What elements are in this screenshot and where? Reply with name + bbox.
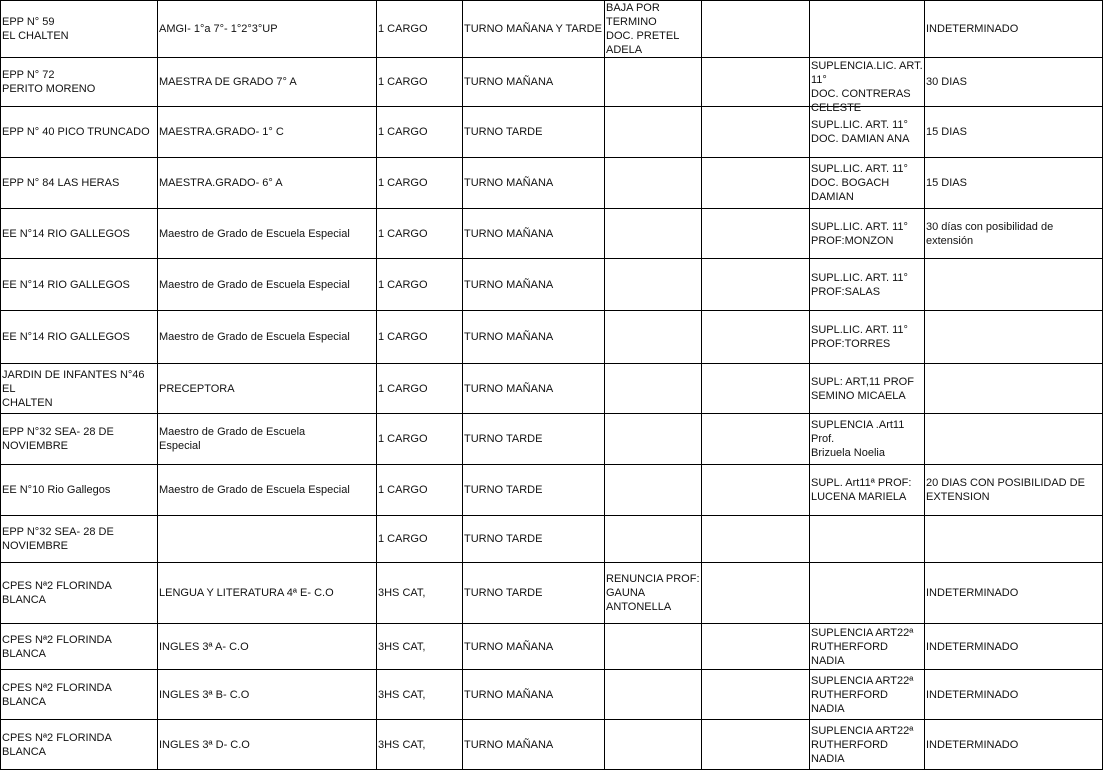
table-row — [1, 670, 1103, 720]
duration-cell — [925, 364, 1103, 414]
table-row — [1, 624, 1103, 670]
shift-cell: TURNO TARDE — [463, 465, 605, 516]
duration-cell: INDETERMINADO — [925, 670, 1103, 720]
quantity-cell: 1 CARGO — [377, 107, 463, 158]
reason-cell — [605, 158, 702, 209]
school-cell: EPP N° 72 PERITO MORENO — [1, 58, 158, 107]
license-cell: SUPL. Art11ª PROF: LUCENA MARIELA — [810, 465, 925, 516]
license-cell — [810, 563, 925, 624]
position-cell — [158, 516, 377, 563]
reason-cell — [605, 624, 702, 670]
duration-cell — [925, 311, 1103, 364]
shift-cell: TURNO MAÑANA — [463, 624, 605, 670]
empty-cell — [702, 158, 810, 209]
reason-cell — [605, 311, 702, 364]
reason-cell: RENUNCIA PROF: GAUNA ANTONELLA — [605, 563, 702, 624]
shift-cell: TURNO TARDE — [463, 563, 605, 624]
quantity-cell: 1 CARGO — [377, 209, 463, 259]
reason-cell — [605, 209, 702, 259]
school-cell: EE N°14 RIO GALLEGOS — [1, 259, 158, 311]
table-row — [1, 465, 1103, 516]
reason-cell — [605, 670, 702, 720]
shift-cell: TURNO MAÑANA — [463, 670, 605, 720]
quantity-cell: 3HS CAT, — [377, 563, 463, 624]
table-row — [1, 414, 1103, 465]
license-cell: SUPL.LIC. ART. 11° PROF:TORRES — [810, 311, 925, 364]
duration-cell: 20 DIAS CON POSIBILIDAD DE EXTENSION — [925, 465, 1103, 516]
position-cell: Maestro de Grado de Escuela Especial — [158, 465, 377, 516]
reason-cell — [605, 516, 702, 563]
quantity-cell: 1 CARGO — [377, 364, 463, 414]
empty-cell — [702, 414, 810, 465]
position-cell: LENGUA Y LITERATURA 4ª E- C.O — [158, 563, 377, 624]
empty-cell — [702, 516, 810, 563]
table-row — [1, 209, 1103, 259]
license-cell: SUPLENCIA ART22ª RUTHERFORD NADIA — [810, 624, 925, 670]
shift-cell: TURNO MAÑANA — [463, 364, 605, 414]
empty-cell — [702, 58, 810, 107]
reason-cell — [605, 364, 702, 414]
school-cell: EE N°14 RIO GALLEGOS — [1, 209, 158, 259]
empty-cell — [702, 563, 810, 624]
table-row — [1, 364, 1103, 414]
table-row — [1, 516, 1103, 563]
quantity-cell: 1 CARGO — [377, 58, 463, 107]
position-cell: Maestro de Grado de Escuela Especial — [158, 209, 377, 259]
shift-cell: TURNO MAÑANA — [463, 158, 605, 209]
position-cell: MAESTRA DE GRADO 7° A — [158, 58, 377, 107]
school-cell: CPES Nª2 FLORINDA BLANCA — [1, 670, 158, 720]
school-cell: EE N°14 RIO GALLEGOS — [1, 311, 158, 364]
license-cell: SUPLENCIA ART22ª RUTHERFORD NADIA — [810, 720, 925, 770]
position-cell: PRECEPTORA — [158, 364, 377, 414]
position-cell: MAESTRA.GRADO- 6° A — [158, 158, 377, 209]
license-cell: SUPL.LIC. ART. 11° DOC. DAMIAN ANA — [810, 107, 925, 158]
position-cell: INGLES 3ª B- C.O — [158, 670, 377, 720]
quantity-cell: 3HS CAT, — [377, 624, 463, 670]
license-cell — [810, 516, 925, 563]
school-cell: CPES Nª2 FLORINDA BLANCA — [1, 624, 158, 670]
duration-cell — [925, 414, 1103, 465]
empty-cell — [702, 624, 810, 670]
license-cell: SUPL.LIC. ART. 11° DOC. BOGACH DAMIAN — [810, 158, 925, 209]
table-row — [1, 311, 1103, 364]
table-row — [1, 259, 1103, 311]
table-row — [1, 107, 1103, 158]
shift-cell: TURNO MAÑANA — [463, 209, 605, 259]
license-cell: SUPLENCIA .Art11 Prof. Brizuela Noelia — [810, 414, 925, 465]
duration-cell: INDETERMINADO — [925, 624, 1103, 670]
duration-cell: 30 DIAS — [925, 58, 1103, 107]
empty-cell — [702, 720, 810, 770]
empty-cell — [702, 364, 810, 414]
position-cell: Maestro de Grado de Escuela Especial — [158, 311, 377, 364]
shift-cell: TURNO MAÑANA — [463, 259, 605, 311]
school-cell: EPP N° 84 LAS HERAS — [1, 158, 158, 209]
duration-cell: INDETERMINADO — [925, 720, 1103, 770]
license-cell — [810, 58, 925, 114]
empty-cell — [702, 209, 810, 259]
position-cell: INGLES 3ª A- C.O — [158, 624, 377, 670]
license-cell: SUPLENCIA ART22ª RUTHERFORD NADIA — [810, 670, 925, 720]
empty-cell — [702, 311, 810, 364]
quantity-cell: 1 CARGO — [377, 1, 463, 58]
shift-cell: TURNO MAÑANA — [463, 311, 605, 364]
school-cell: EE N°10 Rio Gallegos — [1, 465, 158, 516]
shift-cell: TURNO MAÑANA — [463, 58, 605, 107]
quantity-cell: 1 CARGO — [377, 465, 463, 516]
duration-cell: INDETERMINADO — [925, 563, 1103, 624]
shift-cell: TURNO TARDE — [463, 107, 605, 158]
reason-cell — [605, 465, 702, 516]
duration-cell: 30 días con posibilidad de extensión — [925, 209, 1103, 259]
quantity-cell: 3HS CAT, — [377, 670, 463, 720]
position-cell: MAESTRA.GRADO- 1° C — [158, 107, 377, 158]
school-cell: CPES Nª2 FLORINDA BLANCA — [1, 563, 158, 624]
duration-cell — [925, 516, 1103, 563]
position-cell: Maestro de Grado de Escuela Especial — [158, 259, 377, 311]
quantity-cell: 1 CARGO — [377, 259, 463, 311]
license-cell — [810, 1, 925, 58]
duration-cell: 15 DIAS — [925, 158, 1103, 209]
table-row — [1, 158, 1103, 209]
duration-cell: INDETERMINADO — [925, 1, 1103, 58]
quantity-cell: 1 CARGO — [377, 158, 463, 209]
school-cell: JARDIN DE INFANTES N°46 EL CHALTEN — [1, 364, 158, 414]
reason-cell — [605, 259, 702, 311]
duration-cell: 15 DIAS — [925, 107, 1103, 158]
license-cell: SUPL.LIC. ART. 11° PROF:SALAS — [810, 259, 925, 311]
shift-cell: TURNO TARDE — [463, 414, 605, 465]
empty-cell — [702, 107, 810, 158]
reason-cell: BAJA POR TERMINO DOC. PRETEL ADELA — [605, 1, 702, 58]
quantity-cell: 1 CARGO — [377, 414, 463, 465]
position-cell: AMGI- 1°a 7°- 1°2°3°UP — [158, 1, 377, 58]
license-cell: SUPL.LIC. ART. 11° PROF:MONZON — [810, 209, 925, 259]
school-cell: EPP N°32 SEA- 28 DE NOVIEMBRE — [1, 414, 158, 465]
reason-cell — [605, 720, 702, 770]
quantity-cell: 1 CARGO — [377, 516, 463, 563]
reason-cell — [605, 58, 702, 107]
school-cell: EPP N° 59 EL CHALTEN — [1, 1, 158, 58]
shift-cell: TURNO TARDE — [463, 516, 605, 563]
quantity-cell: 1 CARGO — [377, 311, 463, 364]
empty-cell — [702, 1, 810, 58]
duration-cell — [925, 259, 1103, 311]
empty-cell — [702, 259, 810, 311]
shift-cell: TURNO MAÑANA — [463, 720, 605, 770]
position-cell: INGLES 3ª D- C.O — [158, 720, 377, 770]
table-row — [1, 58, 1103, 107]
school-cell: EPP N° 40 PICO TRUNCADO — [1, 107, 158, 158]
reason-cell — [605, 414, 702, 465]
license-text: SUPLENCIA.LIC. ART. 11° DOC. CONTRERAS CELESTE — [811, 59, 923, 114]
empty-cell — [702, 670, 810, 720]
table-row — [1, 563, 1103, 624]
shift-cell: TURNO MAÑANA Y TARDE — [463, 1, 605, 58]
table-row — [1, 1, 1103, 58]
position-cell: Maestro de Grado de Escuela Especial — [158, 414, 377, 465]
license-cell: SUPL: ART,11 PROF SEMINO MICAELA — [810, 364, 925, 414]
table-row — [1, 720, 1103, 770]
empty-cell — [702, 465, 810, 516]
quantity-cell: 3HS CAT, — [377, 720, 463, 770]
school-cell: EPP N°32 SEA- 28 DE NOVIEMBRE — [1, 516, 158, 563]
school-cell: CPES Nª2 FLORINDA BLANCA — [1, 720, 158, 770]
reason-cell — [605, 107, 702, 158]
